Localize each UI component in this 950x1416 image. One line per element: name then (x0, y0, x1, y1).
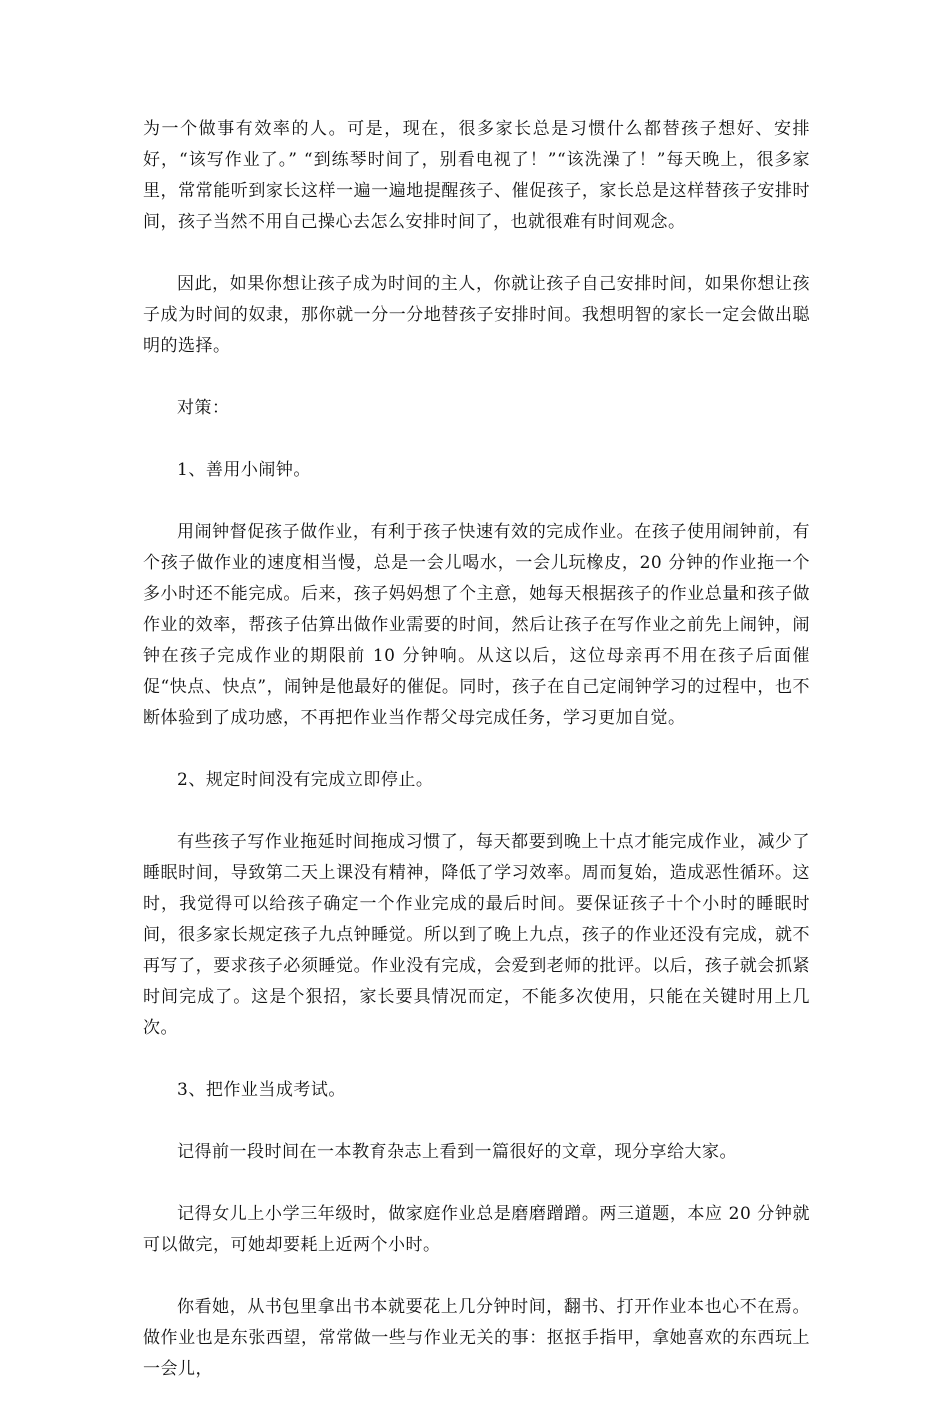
paragraph-distraction: 你看她，从书包里拿出书本就要花上几分钟时间，翻书、打开作业本也心不在焉。做作业也是东张西望，常常做一些与作业无关的事：抠抠手指甲，拿她喜欢的东西玩上一会儿， (143, 1297, 810, 1379)
heading-strategies: 对策： (177, 398, 230, 418)
paragraph-alarm-clock: 用闹钟督促孩子做作业，有利于孩子快速有效的完成作业。在孩子使用闹钟前，有个孩子做作业的速度相当慢，总是一会儿喝水，一会儿玩橡皮，20 分钟的作业拖一个多小时还不能完成。后来，孩子妈妈想了个主意，她每天根据孩子的作业总量和孩子做作业的效率，帮孩子估算出做作业需要的时间，然后让孩子在写作业之前先上闹钟，闹钟在孩子完成作业的期限前 10 分钟响。从这以后，这位母亲再不用在孩子后面催促“快点、快点”，闹钟是他最好的催促。同时，孩子在自己定闹钟学习的过程中，也不断体验到了成功感，不再把作业当作帮父母完成任务，学习更加自觉。 (143, 522, 810, 728)
paragraph-article-share: 记得前一段时间在一本教育杂志上看到一篇很好的文章，现分享给大家。 (177, 1142, 737, 1162)
heading-homework-as-exam: 3、把作业当成考试。 (177, 1080, 346, 1100)
document-body (143, 114, 810, 1416)
paragraph-master-of-time: 因此，如果你想让孩子成为时间的主人，你就让孩子自己安排时间，如果你想让孩子成为时间的奴隶，那你就一分一分地替孩子安排时间。我想明智的家长一定会做出聪明的选择。 (143, 274, 810, 356)
paragraph-daughter-story: 记得女儿上小学三年级时，做家庭作业总是磨磨蹭蹭。两三道题，本应 20 分钟就可以做完，可她却要耗上近两个小时。 (143, 1204, 810, 1255)
heading-stop-at-deadline: 2、规定时间没有完成立即停止。 (177, 770, 434, 790)
heading-alarm-clock: 1、善用小闹钟。 (177, 460, 311, 480)
paragraph-time-management-intro: 为一个做事有效率的人。可是，现在，很多家长总是习惯什么都替孩子想好、安排好，“该写作业了。” “到练琴时间了，别看电视了！”“该洗澡了！”每天晚上，很多家里，常常能听到家长这样一遍一遍地提醒孩子、催促孩子，家长总是这样替孩子安排时间，孩子当然不用自己操心去怎么安排时间了，也就很难有时间观念。 (143, 119, 810, 232)
paragraph-stop-at-deadline: 有些孩子写作业拖延时间拖成习惯了，每天都要到晚上十点才能完成作业，减少了睡眠时间，导致第二天上课没有精神，降低了学习效率。周而复始，造成恶性循环。这时，我觉得可以给孩子确定一个作业完成的最后时间。要保证孩子十个小时的睡眠时间，很多家长规定孩子九点钟睡觉。所以到了晚上九点，孩子的作业还没有完成，就不再写了，要求孩子必须睡觉。作业没有完成，会爱到老师的批评。以后，孩子就会抓紧时间完成了。这是个狠招，家长要具情况而定，不能多次使用，只能在关键时用上几次。 (143, 832, 810, 1038)
